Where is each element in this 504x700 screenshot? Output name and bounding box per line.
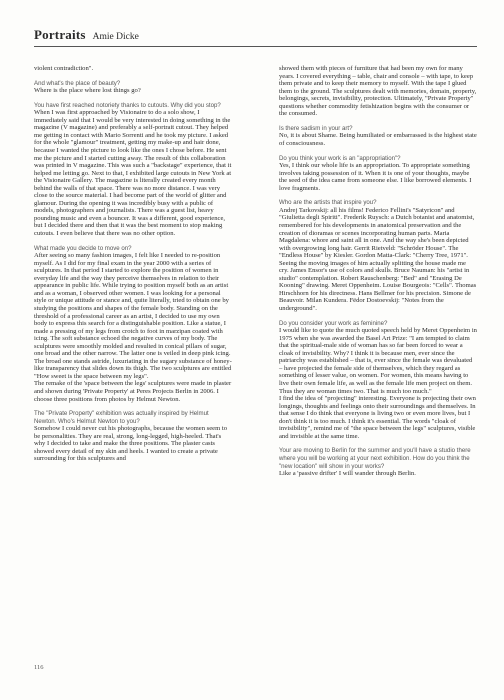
paragraph-gap	[34, 73, 232, 80]
interview-question: Is there sadism in your art?	[279, 124, 353, 132]
paragraph-gap	[279, 313, 477, 320]
interview-answer: showed them with pieces of furniture that had been my own for many years. I covered everything – table, chair and console – with tape, to keep them private and to keep their memory to myself. With the tape I glued them to the ground. The sculptures dealt with memories, domain, property, belongings, secrets, invisibility, protection. Ultimately, "Private Property" questions whether commodity fetishization begins with the consumer or the consumed.	[279, 65, 477, 118]
right-column	[279, 65, 477, 478]
interview-answer: I find the idea of "projecting" interesting. Everyone is projecting their own longings, thoughts and feelings onto their surroundings and themselves. In that sense I do think that everyone is living two or even more lives, but I don't think it is too much. I think it's essential. The words "cloak of invisibility", remind me of "the space between the legs" sculptures, visible and invisible at the same time.	[279, 395, 476, 440]
interview-answer: Like a 'passive drifter' I will wander through Berlin.	[279, 470, 416, 478]
interview-answer: After seeing so many fashion images, I felt like I needed to re-position myself. As I did for my final exam in the year 2000 with a series of sculptures. In that period I started to explore the position of women in everyday life and the way they perceive themselves in relation to their appearance in public life. While trying to position myself both as an artist and as a woman, I observed other women. I was looking for a personal style or unique attitude or stance and, quite literally, tried to obtain one by studying the positions and shapes of the female body. Standing on the threshold of a professional career as an artist, I decided to use my own body to express this search for a distinguishable position. Like a statue, I made a pressing of my legs from crotch to foot in marzipan coated with icing. The soft substance echoed the negative curves of my body. The sculptures were smoothly molded and resulted in conical pillars of sugar, one broad and the other narrow. The latter one is veiled in deep pink icing. The broad one stands astride, luxuriating in the sugary substance of honey-like transparency that slides down its thigh. The two sculptures are entitled "How sweet is the space between my legs".	[34, 252, 232, 380]
interview-question: You have first reached notoriety thanks to cutouts. Why did you stop?	[34, 101, 221, 109]
interview-question: Do you think your work is an "appropriation"?	[279, 154, 401, 162]
interview-answer: Where is the place where lost things go?	[34, 87, 141, 95]
interview-answer: Andrej Tarkovskij: all his films! Federico Fellini's "Satyricon" and "Giulietta degli Spiriti". Frederik Ruysch: a Dutch botanist and anatomist, remembered for his developments in anatomical preservation and the creation of dioramas or scenes incorporating human parts. Maria Magdalena: whore and saint all in one. And the way she's been depicted with overgrowing long hair. Gerrit Rietveld: "Schröder House". The "Endless House" by Kiesler. Gordon Matta-Clark: "Cherry Tree, 1971". Seeing the moving images of him actually splitting the house made me cry. James Ensor's use of colors and skulls. Bruce Nauman: his "artist in studio" contemplation. Robert Rauschenberg: "Bed" and "Erasing De Kooning" drawing. Meret Oppenheim. Louise Bourgeois: "Cells". Thomas Hirschhorn for his directness. Hans Bellmer for his precision. Simone de Beauvoir. Milan Kundera. Fëdor Dostoevskij: "Notes from the underground".	[279, 206, 477, 312]
interview-question: Your are moving to Berlin for the summer and you'll have a studio there where you will be working at your next exhibition. How do you think the "new location" will show in your works?	[279, 447, 471, 470]
paragraph-gap	[34, 95, 232, 102]
header-rule	[34, 46, 477, 47]
paragraph-gap	[279, 118, 477, 125]
author-name: Amie Dicke	[92, 32, 139, 42]
paragraph-gap	[34, 238, 232, 245]
interview-question: Who are the artists that inspire you?	[279, 199, 377, 207]
paragraph-gap	[279, 192, 477, 199]
interview-answer: The remake of the 'space between the legs' sculptures were made in plaster and shown during 'Private Property' at Peres Projects Berlin in 2006. I choose three positions from photos by Helmut Newton.	[34, 380, 232, 403]
page-header	[34, 26, 139, 44]
page-number: 116	[34, 664, 44, 671]
left-column	[34, 65, 232, 463]
interview-answer: Yes, I think our whole life is an appropriation. To appropriate something involves taking possession of it. When it is one of your thoughts, maybe the seed of the idea came from someone else. I like borrowed elements. I love fragments.	[279, 162, 472, 192]
interview-question: What made you decide to move on?	[34, 244, 132, 252]
section-title: Portraits	[34, 27, 86, 42]
interview-answer: violent contradiction".	[34, 65, 94, 72]
interview-question: And what's the place of beauty?	[34, 79, 121, 87]
interview-question: Do you consider your work as feminine?	[279, 319, 388, 327]
paragraph-gap	[279, 440, 477, 447]
paragraph-gap	[34, 403, 232, 410]
interview-answer: No, it is about Shame. Being humiliated or embarrassed is the highest state of consciousness.	[279, 132, 477, 147]
interview-answer: Somehow I could never cut his photographs, because the women seem to be personalities. They are real, strong, long-legged, high-heeled. That's why I decided to take and make the three positions. The plaster casts showed every detail of my skin and heels. I wanted to create a private surrounding for this sculptures and	[34, 425, 228, 463]
interview-answer: When I was first approached by Visionaire to do a solo show, I immediately said that I would be very interested in doing something in the magazine (V magazine) and preferably a self-portrait cutout. They helped me getting in contact with Mario Sorrenti and he took my picture. I asked for the whole "glamour" treatment, getting my make-up and hair done, because I wanted the picture to look like the ones I chose before. He sent me the picture and I started cutting away. The result of this collaboration was printed in V magazine. This was such a "backstage" experience, that it helped me letting go. Next to that, I exhibited large cutouts in New York at the Visionaire Gallery. The magazine is literally created every month behind the walls of that space. There was no more distance. I was very close to the source material. I had become part of the world of glitter and glamour. During the opening it was incredibly busy with a public of models, photographers and journalists. There was a guest list, heavy pounding music and even a bouncer. It was a different, good experience, but I decided there and then that it was the best moment to stop making cutouts. I even believe that there was no other option.	[34, 109, 232, 238]
interview-question: The "Private Property" exhibition was actually inspired by Helmut Newton. Who's Helmut Newton to you?	[34, 410, 209, 425]
paragraph-gap	[279, 148, 477, 155]
interview-answer: I would like to quote the much quoted speech held by Meret Oppenheim in 1975 when she was awarded the Basel Art Prize: "I am tempted to claim that the spiritual-male side of woman has so far been forced to wear a cloak of invisibility. Why? I think it is because men, ever since the patriarchy was established – that is, ever since the female was devaluated – have projected the female side of themselves, which they regard as something of lesser value, on women. For women, this means having to live their own female life, as well as the female life men project on them. Thus they are woman times two. That is much too much."	[279, 327, 477, 395]
